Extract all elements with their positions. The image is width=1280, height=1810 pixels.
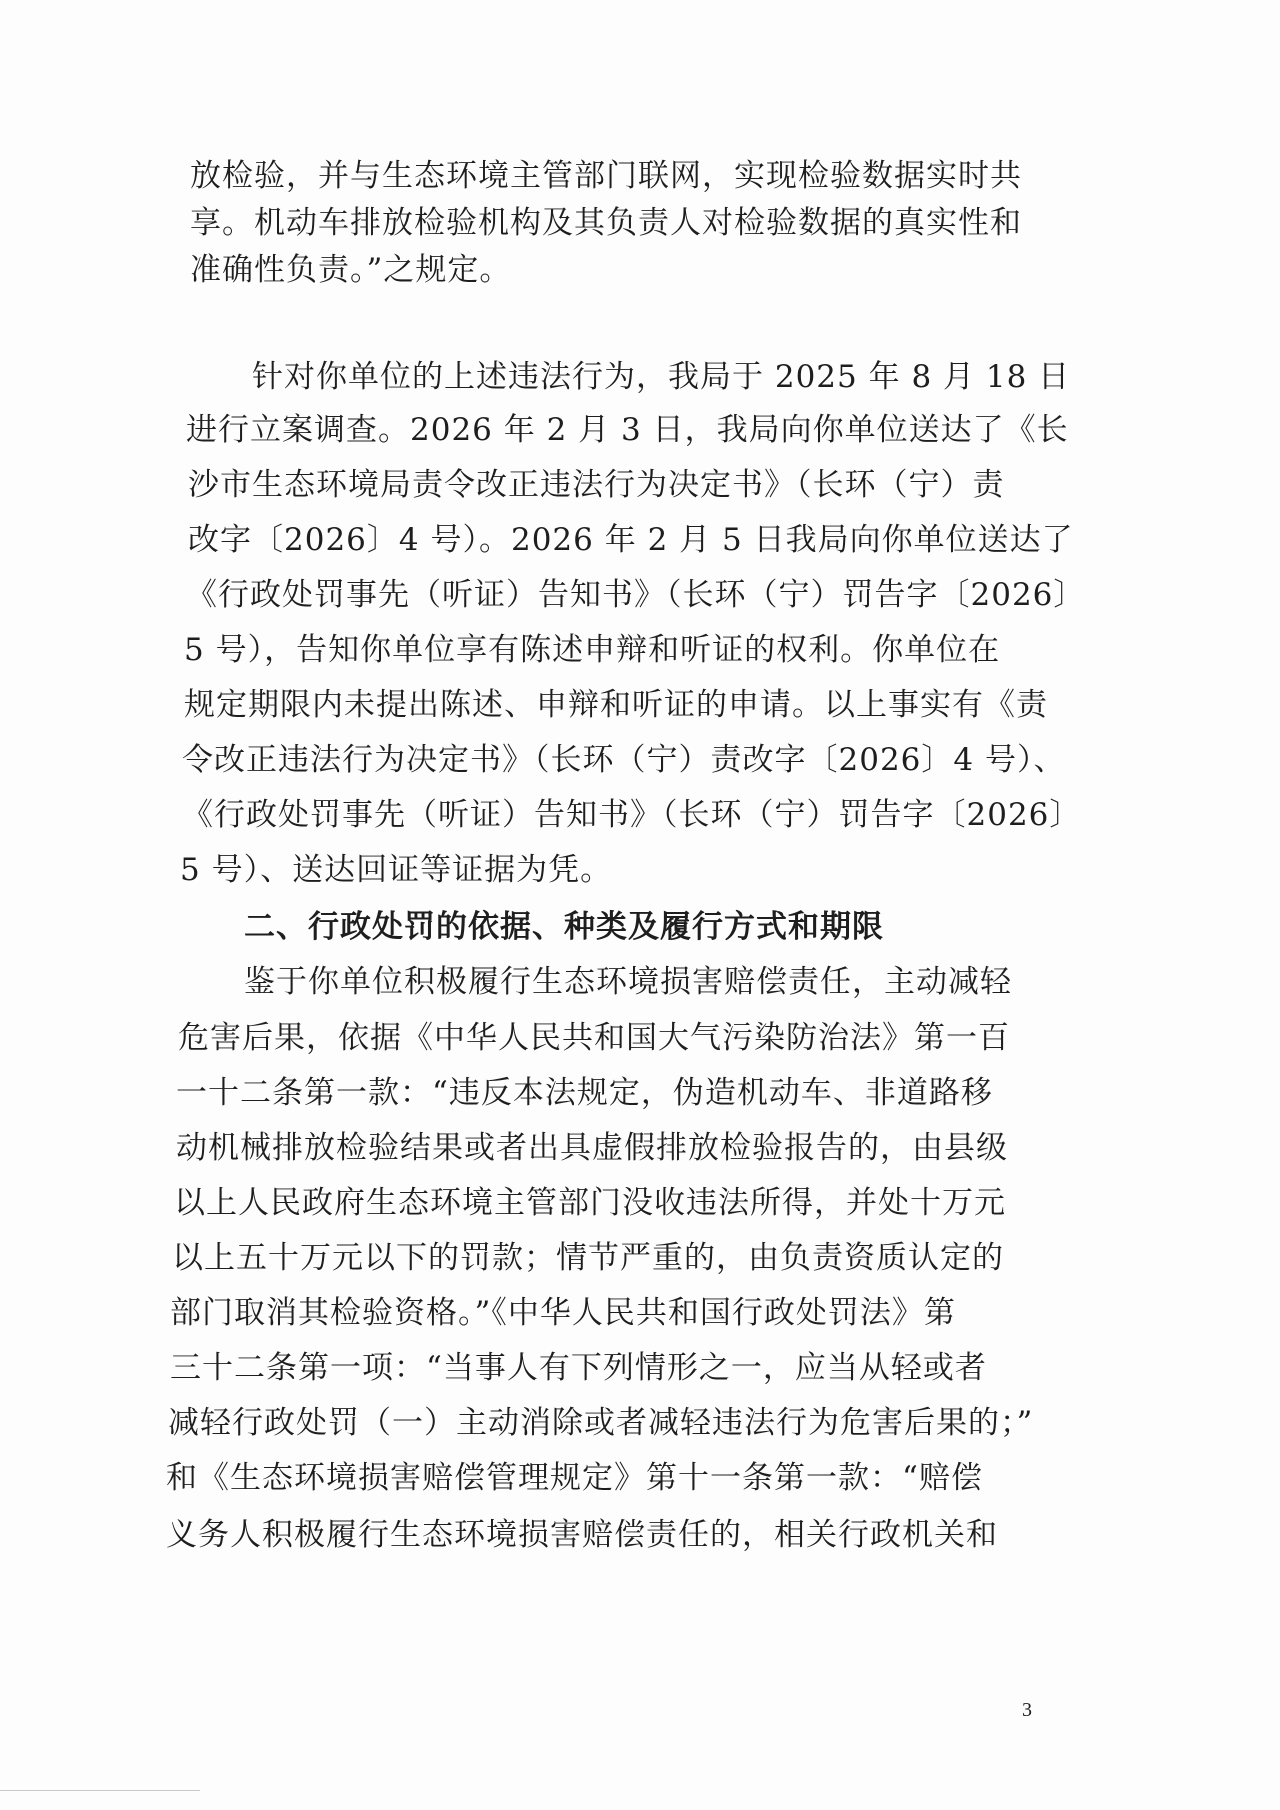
text-line: 三十二条第一项：“当事人有下列情形之一，应当从轻或者: [170, 1350, 987, 1386]
text-line: 改字〔2026〕4 号）。2026 年 2 月 5 日我局向你单位送达了: [188, 522, 1074, 558]
text-line: 放检验，并与生态环境主管部门联网，实现检验数据实时共: [190, 158, 1022, 194]
page-number: 3: [1022, 1699, 1032, 1721]
text-line: 沙市生态环境局责令改正违法行为决定书》（长环（宁）责: [188, 467, 1005, 503]
text-line: 规定期限内未提出陈述、申辩和听证的申请。以上事实有《责: [184, 687, 1048, 723]
text-line: 以上五十万元以下的罚款；情节严重的，由负责资质认定的: [172, 1240, 1004, 1276]
text-line: 部门取消其检验资格。”《中华人民共和国行政处罚法》第: [170, 1295, 956, 1331]
text-line: 危害后果，依据《中华人民共和国大气污染防治法》第一百: [178, 1020, 1010, 1056]
text-line: 一十二条第一款：“违反本法规定，伪造机动车、非道路移: [176, 1075, 993, 1111]
text-line: 义务人积极履行生态环境损害赔偿责任的，相关行政机关和: [166, 1517, 998, 1553]
text-line: 《行政处罚事先（听证）告知书》（长环（宁）罚告字〔2026〕: [182, 797, 1082, 833]
text-line: 准确性负责。”之规定。: [190, 252, 512, 288]
text-line: 动机械排放检验结果或者出具虚假排放检验报告的，由县级: [176, 1130, 1008, 1166]
section-heading: 二、行政处罚的依据、种类及履行方式和期限: [244, 909, 884, 945]
text-line: 《行政处罚事先（听证）告知书》（长环（宁）罚告字〔2026〕: [186, 577, 1086, 613]
text-line: 针对你单位的上述违法行为，我局于 2025 年 8 月 18 日: [252, 359, 1071, 395]
text-line: 5 号），告知你单位享有陈述申辩和听证的权利。你单位在: [184, 632, 1001, 668]
text-line: 进行立案调查。2026 年 2 月 3 日，我局向你单位送达了《长: [186, 412, 1069, 448]
text-line: 令改正违法行为决定书》（长环（宁）责改字〔2026〕4 号）、: [182, 742, 1066, 778]
scan-edge-divider: [0, 1790, 200, 1791]
text-line: 和《生态环境损害赔偿管理规定》第十一条第一款：“赔偿: [166, 1460, 983, 1496]
text-line: 5 号）、送达回证等证据为凭。: [180, 852, 613, 888]
text-line: 鉴于你单位积极履行生态环境损害赔偿责任，主动减轻: [244, 964, 1012, 1000]
text-line: 减轻行政处罚（一）主动消除或者减轻违法行为危害后果的；”: [168, 1405, 1034, 1441]
text-line: 以上人民政府生态环境主管部门没收违法所得，并处十万元: [174, 1185, 1006, 1221]
text-line: 享。机动车排放检验机构及其负责人对检验数据的真实性和: [190, 205, 1022, 241]
